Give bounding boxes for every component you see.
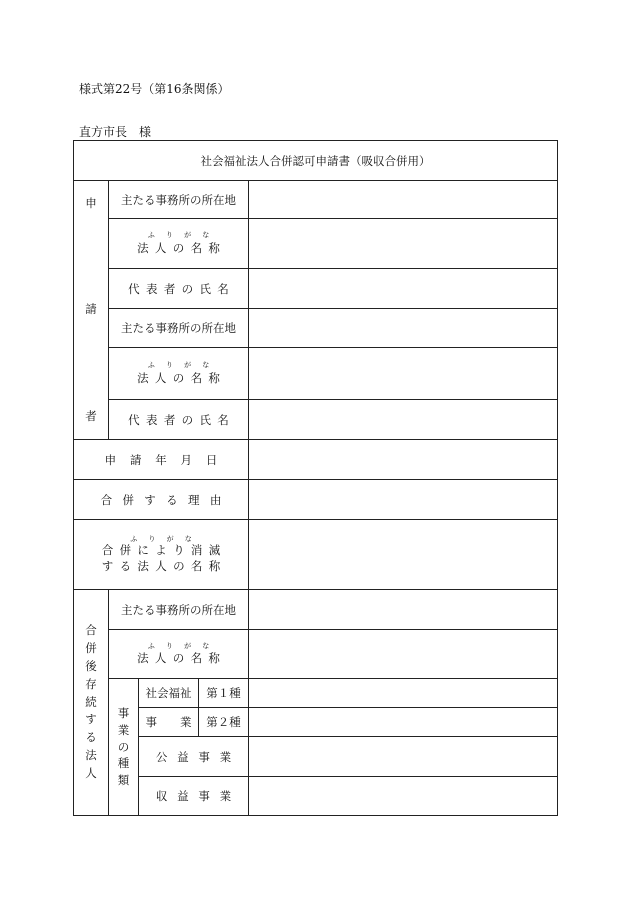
- form-number: 様式第22号（第16条関係）: [79, 82, 230, 96]
- surviving-group-label: [74, 590, 109, 816]
- welfare-type1-label: 第１種: [199, 679, 249, 708]
- business-char: 種: [117, 756, 130, 771]
- business-char: 業: [117, 722, 130, 737]
- date-label-text: 申請年月日: [104, 452, 232, 467]
- applicant1-address-value[interactable]: [249, 181, 558, 219]
- profit-label-text: 収益事業: [155, 789, 241, 803]
- name-label: 法人の名称: [137, 651, 227, 666]
- dissolved-line1: 合併により消滅: [101, 543, 227, 558]
- business-char: 事: [117, 706, 130, 721]
- welfare-type1-value[interactable]: [249, 679, 558, 708]
- public-label-text: 公益事業: [155, 749, 241, 764]
- applicant2-rep-value[interactable]: [249, 400, 558, 440]
- applicant-char: 請: [85, 302, 97, 317]
- furigana-label: ふりがな: [147, 641, 221, 650]
- applicant-char: 者: [85, 408, 97, 423]
- applicant1-rep-value[interactable]: [249, 269, 558, 309]
- public-business-label: [139, 737, 249, 777]
- business-char: の: [117, 739, 130, 754]
- addressee: 直方市長 様: [79, 125, 152, 139]
- merger-reason-value[interactable]: [249, 480, 558, 520]
- surviving-char: 存: [85, 676, 97, 691]
- surviving-char: 併: [85, 641, 97, 656]
- applicant2-address-value[interactable]: [249, 309, 558, 348]
- application-date-label: [74, 440, 249, 480]
- applicant-char: 申: [85, 196, 97, 210]
- surviving-char: 合: [85, 623, 97, 638]
- furigana-label: ふりがな: [130, 534, 203, 543]
- applicant1-name-label: [109, 219, 249, 269]
- applicant2-name-value[interactable]: [249, 348, 558, 400]
- applicant-group-label: [74, 181, 109, 440]
- dissolved-corp-value[interactable]: [249, 520, 558, 590]
- applicant2-name-label: [109, 348, 249, 400]
- form-title: 社会福祉法人合併認可申請書（吸収合併用）: [74, 141, 558, 181]
- business-types-label: [109, 679, 139, 816]
- applicant1-rep-label: [109, 269, 249, 309]
- welfare-type2-label: 第２種: [199, 708, 249, 737]
- reason-label-text: 合併する理由: [100, 492, 232, 507]
- public-business-value[interactable]: [249, 737, 558, 777]
- dissolved-line2: する法人の名称: [101, 558, 227, 573]
- surviving-char: す: [85, 712, 97, 727]
- surviving-name-label: [109, 630, 249, 679]
- surviving-char: 人: [85, 765, 97, 780]
- surviving-char: 法: [85, 748, 97, 763]
- business-char: 類: [117, 773, 130, 787]
- surviving-address-label: 主たる事務所の所在地: [109, 590, 249, 630]
- profit-business-label: [139, 777, 249, 816]
- dissolved-corp-label: [74, 520, 249, 590]
- welfare-type2-value[interactable]: [249, 708, 558, 737]
- application-date-value[interactable]: [249, 440, 558, 480]
- surviving-char: る: [85, 730, 97, 745]
- application-form-table: [73, 140, 558, 816]
- applicant2-rep-label: [109, 400, 249, 440]
- surviving-char: 続: [85, 694, 97, 709]
- surviving-name-value[interactable]: [249, 630, 558, 679]
- rep-label-text: 代表者の氏名: [128, 281, 236, 296]
- welfare-business-line1: 社会福祉: [139, 679, 199, 708]
- surviving-char: 後: [85, 658, 97, 673]
- name-label: 法人の名称: [137, 240, 227, 255]
- applicant2-address-label: 主たる事務所の所在地: [109, 309, 249, 348]
- welfare-business-line2: 事 業: [139, 708, 199, 737]
- merger-reason-label: [74, 480, 249, 520]
- profit-business-value[interactable]: [249, 777, 558, 816]
- surviving-address-value[interactable]: [249, 590, 558, 630]
- furigana-label: ふりがな: [147, 361, 221, 370]
- rep-label-text: 代表者の氏名: [128, 412, 236, 427]
- applicant1-name-value[interactable]: [249, 219, 558, 269]
- name-label: 法人の名称: [137, 370, 227, 385]
- furigana-label: ふりがな: [147, 231, 221, 240]
- applicant1-address-label: 主たる事務所の所在地: [109, 181, 249, 219]
